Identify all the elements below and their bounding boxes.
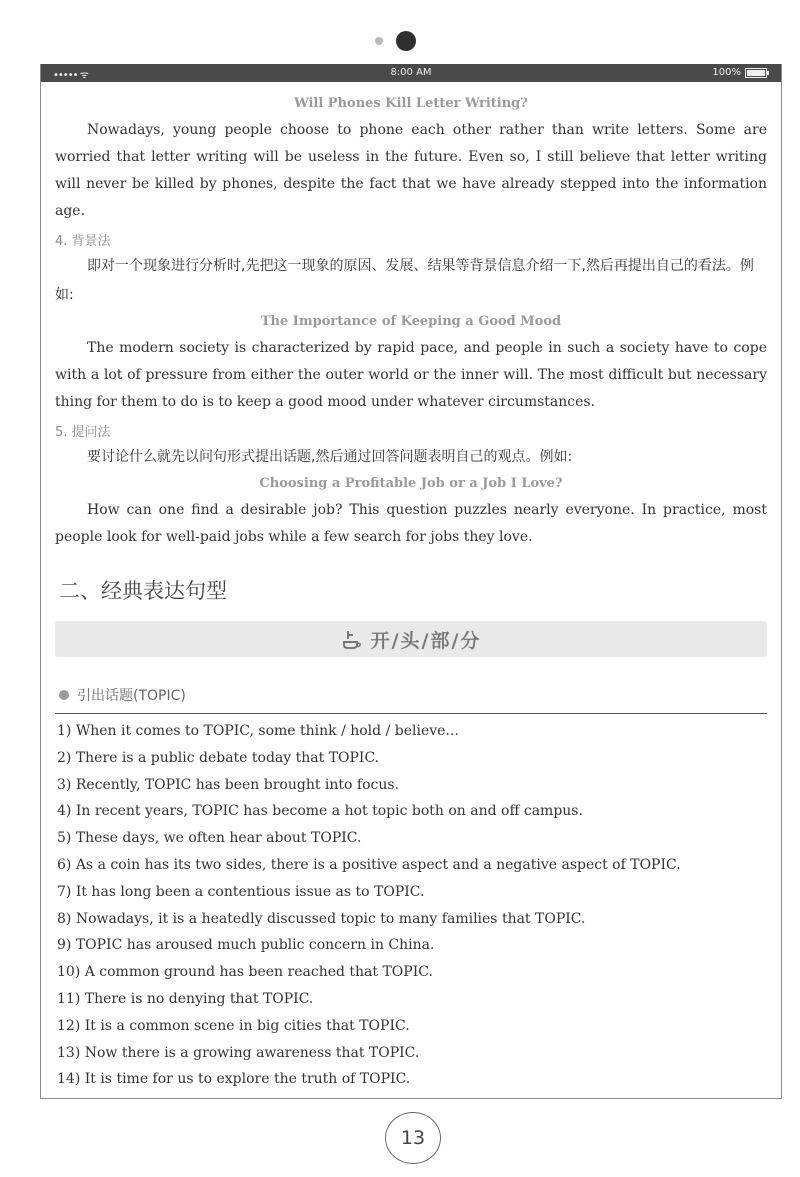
device-frame — [40, 64, 782, 1099]
battery-percent: 100% — [712, 67, 741, 78]
page-number: 13 — [385, 1112, 441, 1164]
list-item: 4) In recent years, TOPIC has become a hot topic both on and off campus. — [57, 803, 583, 820]
status-time: 8:00 AM — [390, 67, 432, 78]
bullet-icon — [59, 690, 69, 700]
list-item: 6) As a coin has its two sides, there is a positive aspect and a negative aspect of TOPIC. — [57, 856, 681, 873]
list-item: 8) Nowadays, it is a heatedly discussed topic to many families that TOPIC. — [57, 910, 586, 927]
list-item: 12) It is a common scene in big cities that TOPIC. — [57, 1017, 410, 1034]
wifi-icon: ᯤ — [79, 70, 88, 81]
battery-status — [712, 67, 767, 78]
list-item: 10) A common ground has been reached that TOPIC. — [57, 964, 433, 981]
topic-subheading-label: 引出话题(TOPIC) — [77, 688, 186, 704]
divider — [55, 713, 767, 714]
list-item: 1) When it comes to TOPIC, some think / hold / believe... — [57, 723, 459, 739]
example-text-3: How can one find a desirable job? This question puzzles nearly everyone. In practice, most people look for well-paid jobs while a few search for jobs they love. — [55, 502, 767, 545]
example-text-1: Nowadays, young people choose to phone each other rather than write letters. Some are worried that letter writing will be useless in the future. Even so, I still believe that letter writing will never be killed by phones, despite the fact that we have already stepped into the information age. — [55, 122, 767, 219]
camera-dot — [396, 31, 416, 51]
method-desc-5: 要讨论什么就先以问句形式提出话题,然后通过回答问题表明自己的观点。例如: — [87, 449, 573, 465]
phrase-list — [55, 718, 767, 1093]
section-title: 二、经典表达句型 — [59, 579, 227, 603]
section-banner — [55, 621, 767, 657]
list-item: 11) There is no denying that TOPIC. — [57, 990, 314, 1007]
example-title-2: The Importance of Keeping a Good Mood — [260, 314, 562, 329]
status-bar — [41, 64, 781, 82]
method-desc-4: 即对一个现象进行分析时,先把这一现象的原因、发展、结果等背景信息介绍一下,然后再提出自己的看法。例如: — [55, 258, 754, 303]
method-heading-5: 5. 提问法 — [55, 425, 111, 440]
banner-label: 开/头/部/分 — [370, 629, 482, 652]
example-title-1: Will Phones Kill Letter Writing? — [294, 96, 528, 111]
list-item: 13) Now there is a growing awareness that TOPIC. — [57, 1044, 420, 1061]
topic-subheading — [55, 685, 767, 705]
list-item: 3) Recently, TOPIC has been brought into focus. — [57, 776, 400, 793]
camera-dot-small — [375, 37, 383, 45]
list-item: 5) These days, we often hear about TOPIC. — [57, 830, 362, 847]
method-heading-4: 4. 背景法 — [55, 234, 111, 249]
battery-icon — [745, 68, 767, 78]
list-item: 2) There is a public debate today that TOPIC. — [57, 749, 380, 766]
example-text-2: The modern society is characterized by rapid pace, and people in such a society have to cope with a lot of pressure from either the outer world or the inner will. The most difficult but necessary thing for them to do is to keep a good mood under whatever circumstances. — [55, 340, 767, 410]
cup-icon — [341, 628, 363, 650]
list-item: 7) It has long been a contentious issue as to TOPIC. — [57, 883, 425, 900]
signal-dots: ••••• — [53, 70, 78, 81]
page-content — [55, 82, 767, 1093]
list-item: 9) TOPIC has aroused much public concern in China. — [57, 937, 435, 954]
example-title-3: Choosing a Profitable Job or a Job I Love? — [259, 476, 563, 491]
list-item: 14) It is time for us to explore the truth of TOPIC. — [57, 1071, 411, 1088]
